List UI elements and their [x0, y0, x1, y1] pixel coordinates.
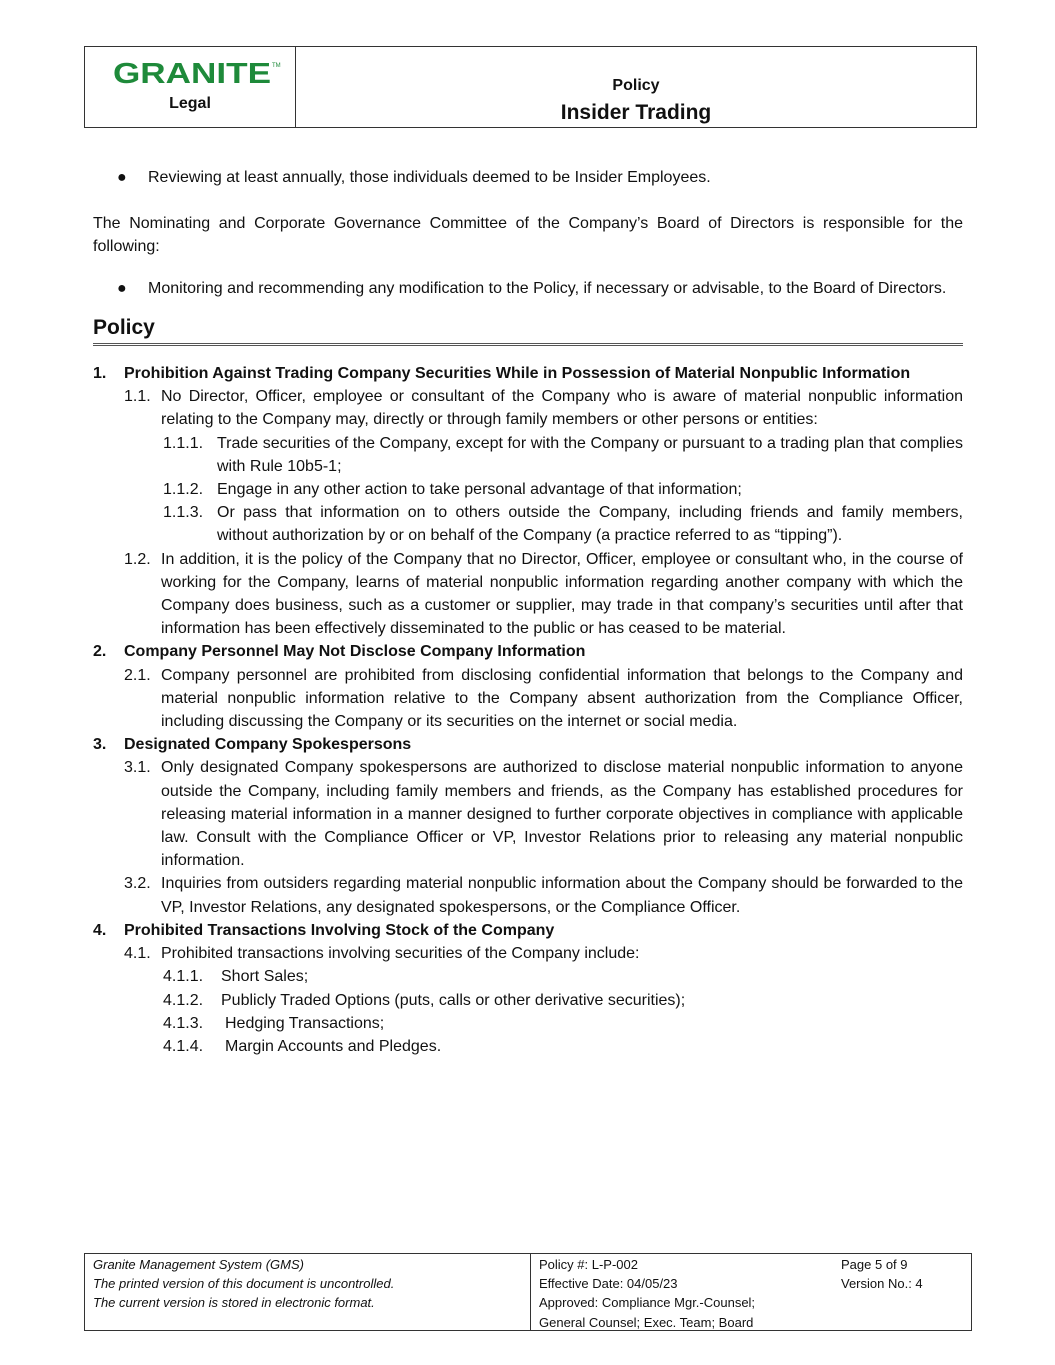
policy-list — [93, 362, 963, 1058]
policy-item-1-1-1: 1.1.1. Trade securities of the Company, except for with the Company or pursuant to a trading plan that complies with Rule 10b5-1; — [163, 434, 963, 475]
department-label: Legal — [169, 95, 211, 112]
bullet-dot-icon: ● — [117, 279, 127, 297]
policy-item-4-1-4: 4.1.4. Margin Accounts and Pledges. — [163, 1037, 442, 1055]
page-number: Page 5 of 9 — [841, 1257, 908, 1272]
section-heading: Policy — [93, 316, 963, 346]
document-title: Insider Trading — [560, 101, 712, 124]
policy-item-1-2: 1.2. In addition, it is the policy of the Company that no Director, Officer, employee or consultant who, in the course of working for the Company, learns of material nonpublic information regarding another company with which the Company does business, such as a customer or supplier, may trade in that company’s securities until after that information has been effectively disseminated to the public or has ceased to be material. — [124, 550, 963, 638]
policy-item-3-2: 3.2. Inquiries from outsiders regarding material nonpublic information about the Company should be forwarded to the VP, Investor Relations, any designated spokespersons, or the Compliance Officer. — [124, 875, 963, 916]
approved-line: Approved: Compliance Mgr.-Counsel; — [539, 1295, 756, 1311]
bullet-text: Monitoring and recommending any modification to the Policy, if necessary or advisable, to the Board of Directors. — [148, 279, 947, 297]
document-header — [84, 46, 977, 128]
header-left-cell — [85, 47, 296, 127]
bullet-item — [93, 277, 963, 300]
policy-item-2: 2. Company Personnel May Not Disclose Company Information — [93, 643, 586, 661]
policy-item-4-1-1: 4.1.1. Short Sales; — [163, 968, 309, 986]
bullet-dot-icon: ● — [117, 169, 127, 186]
document-body — [93, 166, 963, 1058]
footer-line: The printed version of this document is uncontrolled. — [93, 1276, 395, 1292]
policy-item-1-1-2: 1.1.2. Engage in any other action to take personal advantage of that information; — [163, 481, 742, 499]
effective-date: Effective Date: 04/05/23 — [539, 1276, 678, 1292]
bullet-item — [93, 166, 963, 189]
policy-item-1: 1. Prohibition Against Trading Company Securities While in Possession of Material Nonpublic Information — [93, 365, 911, 383]
version-number: Version No.: 4 — [841, 1276, 923, 1292]
footer-line: The current version is stored in electronic format. — [93, 1295, 375, 1311]
intro-paragraph: The Nominating and Corporate Governance Committee of the Company’s Board of Directors is responsible for the following: — [93, 215, 963, 256]
footer-right-cell — [531, 1254, 971, 1330]
svg-text:TM: TM — [272, 63, 281, 69]
logo-text: GRANITE — [113, 59, 271, 89]
policy-item-1-1: 1.1. No Director, Officer, employee or consultant of the Company who is aware of material nonpublic information relating to the Company may, directly or through family members or other persons or entities: — [124, 388, 963, 429]
footer-left-cell — [85, 1254, 531, 1330]
document-footer — [84, 1253, 972, 1331]
bullet-text: Reviewing at least annually, those individuals deemed to be Insider Employees. — [148, 169, 711, 186]
policy-item-2-1: 2.1. Company personnel are prohibited from disclosing confidential information that belongs to the Company and material nonpublic information relative to the Company absent authorization from the Compliance Officer, including discussing the Company or its securities on the internet or social media. — [124, 666, 963, 731]
approved-line: General Counsel; Exec. Team; Board — [539, 1314, 754, 1330]
policy-item-3: 3. Designated Company Spokespersons — [93, 736, 412, 754]
policy-item-1-1-3: 1.1.3. Or pass that information on to others outside the Company, including friends and family members, without authorization by or on behalf of the Company (a practice referred to as “tipping”). — [163, 504, 963, 545]
policy-item-4-1: 4.1. Prohibited transactions involving securities of the Company include: — [124, 945, 640, 963]
policy-item-4-1-3: 4.1.3. Hedging Transactions; — [163, 1014, 385, 1032]
policy-number: Policy #: L-P-002 — [539, 1257, 638, 1272]
granite-logo — [113, 59, 283, 89]
policy-item-4-1-2: 4.1.2. Publicly Traded Options (puts, calls or other derivative securities); — [163, 991, 686, 1009]
page-info — [841, 1255, 923, 1293]
policy-item-3-1: 3.1. Only designated Company spokespersons are authorized to disclose material nonpublic information to anyone outside the Company, including family members and friends, as the Company has established procedures for releasing material information in a manner designed to further corporate objectives in compliance with applicable law. Consult with the Compliance Officer or VP, Investor Relations prior to releasing any material nonpublic information. — [124, 759, 963, 870]
header-right-cell — [296, 47, 976, 127]
footer-line: Granite Management System (GMS) — [93, 1257, 304, 1272]
policy-item-4: 4. Prohibited Transactions Involving Stock of the Company — [93, 921, 555, 939]
document-type: Policy — [612, 77, 660, 94]
